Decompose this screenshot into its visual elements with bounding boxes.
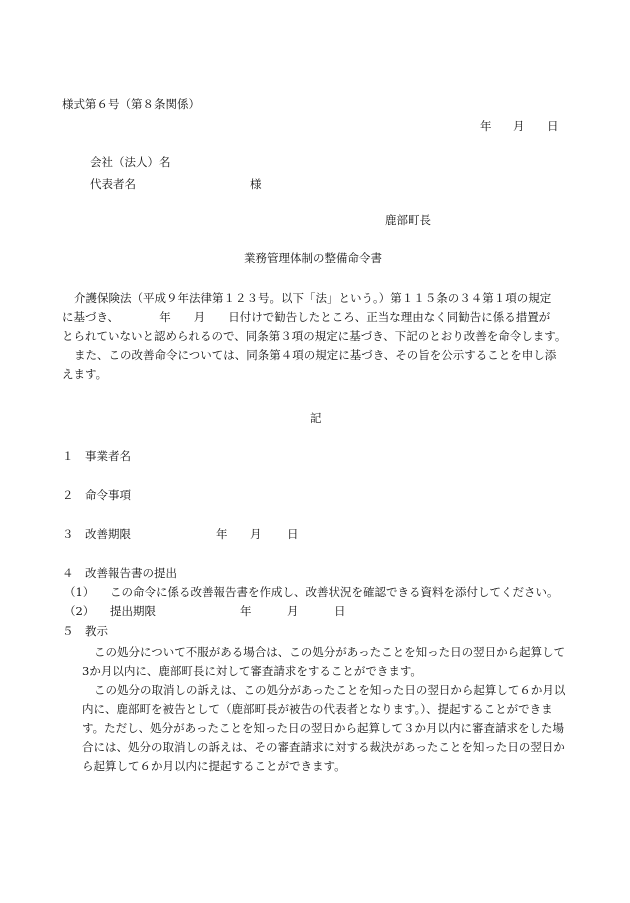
instruction-p1-line-1: この処分について不服がある場合は、この処分があったことを知った日の翌日から起算して	[94, 645, 566, 659]
instruction-p2-line-4: 合には、処分の取消しの訴えは、その審査請求に対する裁決があったことを知った日の翌日か	[82, 740, 565, 754]
instruction-paragraph-1	[82, 643, 622, 681]
instruction-paragraph-2	[82, 681, 622, 776]
item-3-year: 年	[216, 527, 228, 541]
body-paragraph-1	[62, 289, 622, 346]
item-3-day: 日	[287, 527, 299, 541]
item-1-business-name: １ 事業者名	[62, 449, 131, 463]
representative-label: 代表者名	[90, 177, 136, 191]
body-paragraph-2	[62, 346, 622, 384]
item-4-sub-2-month: 月	[287, 604, 299, 618]
honorific: 様	[250, 177, 262, 191]
date-month-label: 月	[513, 119, 525, 133]
date-day-label: 日	[547, 119, 559, 133]
item-3-deadline-label: ３ 改善期限	[62, 527, 131, 541]
body-p2-line-1: また、この改善命令については、同条第４項の規定に基づき、その旨を公示することを申し添	[74, 348, 557, 362]
body-p1-line-3: とられていないと認められるので、同条第３項の規定に基づき、下記のとおり改善を命令します。	[62, 329, 567, 343]
ki-heading: 記	[310, 411, 322, 425]
instruction-p2-line-3: す。ただし、処分があったことを知った日の翌日から起算して３か月以内に審査請求をした場	[82, 721, 564, 735]
date-year-label: 年	[480, 119, 492, 133]
item-4-sub-2-day: 日	[334, 604, 346, 618]
item-4-sub-2-number: （2）	[64, 604, 95, 618]
item-4-report-submission: ４ 改善報告書の提出	[62, 566, 177, 580]
document-title: 業務管理体制の整備命令書	[244, 251, 382, 265]
body-p2-line-2: えます。	[62, 367, 108, 381]
issuer-name: 鹿部町長	[385, 213, 431, 227]
body-p1-line-2: に基づき、 年 月 日付けで勧告したところ、正当な理由なく同勧告に係る措置が	[62, 310, 551, 324]
instruction-p1-line-2: 3か月以内に、鹿部町長に対して審査請求をすることができます。	[82, 664, 422, 678]
instruction-p2-line-1: この処分の取消しの訴えは、この処分があったことを知った日の翌日から起算して６か月以	[94, 683, 566, 697]
item-2-order-matters: ２ 命令事項	[62, 488, 131, 502]
item-5-instruction: ５ 教示	[62, 624, 108, 638]
item-4-sub-2-year: 年	[240, 604, 252, 618]
body-p1-line-1: 介護保険法（平成９年法律第１２３号。以下「法」という。）第１１５条の３４第１項の規定	[74, 291, 552, 305]
company-name-label: 会社（法人）名	[90, 155, 171, 169]
item-4-sub-2-label: 提出期限	[110, 604, 156, 618]
instruction-p2-line-5: ら起算して６か月以内に提起することができます。	[82, 759, 346, 773]
instruction-p2-line-2: 内に、鹿部町を被告として（鹿部町長が被告の代表者となります。）、提起することができま	[82, 702, 553, 716]
form-number: 様式第６号（第８条関係）	[62, 97, 200, 111]
item-4-sub-1-number: （1）	[64, 585, 95, 599]
item-3-month: 月	[250, 527, 262, 541]
item-4-sub-1-text: この命令に係る改善報告書を作成し、改善状況を確認できる資料を添付してください。	[110, 585, 559, 599]
